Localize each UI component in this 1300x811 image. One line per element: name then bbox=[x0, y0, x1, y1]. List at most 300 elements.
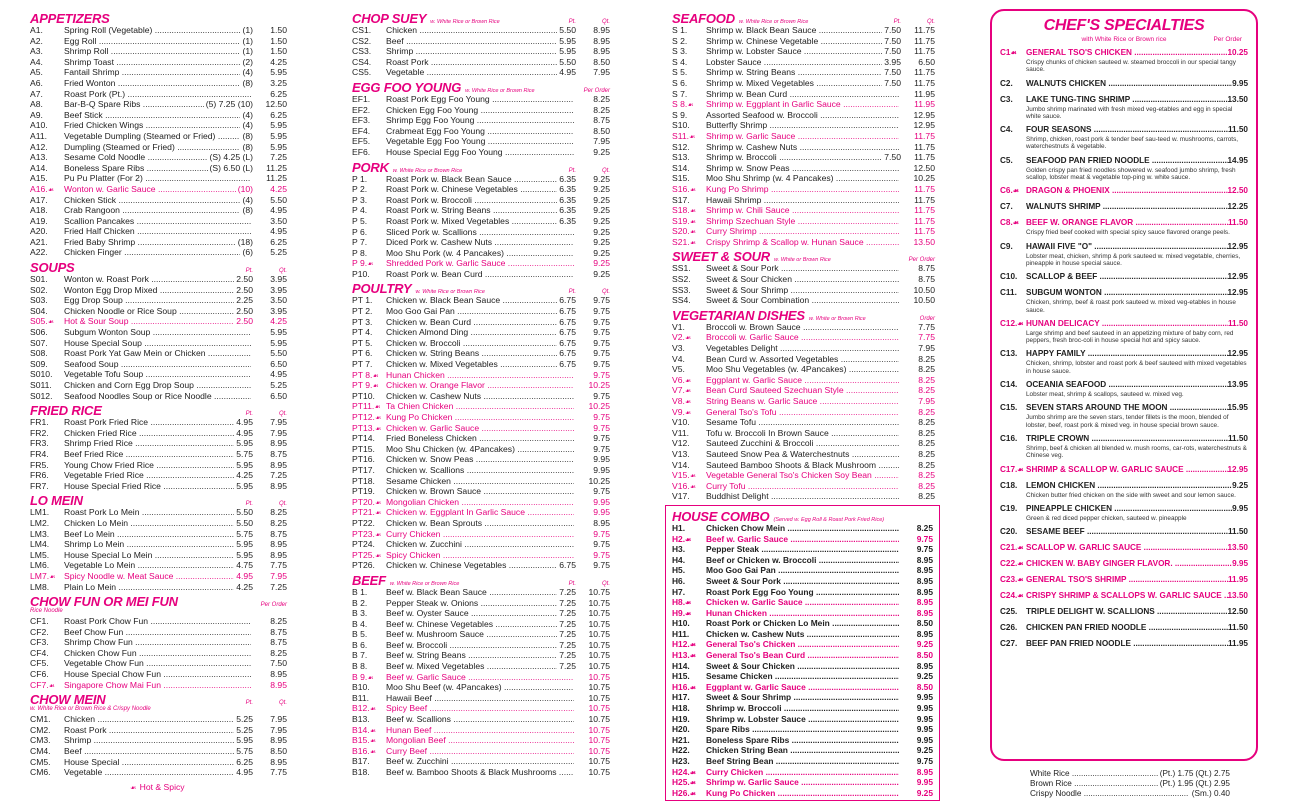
menu-item bbox=[672, 788, 933, 799]
item-price-qt: 10.75 bbox=[588, 586, 610, 597]
menu-item bbox=[352, 476, 610, 487]
item-price-qt: 13.50 bbox=[913, 236, 935, 247]
item-code: FR5. bbox=[30, 459, 49, 470]
item-name: LAKE TUNG-TING SHRIMP ..... bbox=[1026, 95, 1228, 104]
menu-item bbox=[672, 608, 933, 619]
menu-item bbox=[30, 237, 287, 248]
item-name: General Tso's Bean Curd ..... bbox=[706, 650, 899, 661]
menu-item bbox=[30, 274, 287, 285]
menu-item bbox=[30, 582, 287, 593]
menu-item bbox=[672, 523, 933, 534]
item-price-qt: 6.50 bbox=[270, 358, 287, 369]
item-code: CS2. bbox=[352, 35, 372, 46]
menu-item bbox=[30, 539, 287, 550]
item-code bbox=[1000, 186, 1026, 195]
item-code: LM6. bbox=[30, 560, 50, 571]
item-name: Buddhist Delight ..... bbox=[706, 491, 899, 502]
item-name: Beef w. Mixed Vegetables ..... bbox=[386, 661, 557, 672]
item-code-text: V7. bbox=[672, 385, 685, 396]
menu-item bbox=[672, 173, 935, 184]
item-price-qt: 8.25 bbox=[918, 491, 935, 502]
menu-item bbox=[672, 364, 935, 375]
item-price-qt: 10.75 bbox=[588, 767, 610, 777]
item-code: PT 2. bbox=[352, 306, 373, 317]
pepper-icon: ☙ bbox=[369, 727, 376, 735]
pepper-icon: ☙ bbox=[374, 415, 382, 422]
item-price-qt: 10.75 bbox=[588, 608, 610, 619]
item-code bbox=[1000, 202, 1026, 211]
item-code: EF3. bbox=[352, 115, 371, 126]
item-price-pt: 5.50 bbox=[236, 507, 253, 518]
menu-item bbox=[352, 359, 610, 370]
menu-item bbox=[352, 115, 610, 126]
item-name: Ta Chien Chicken ..... bbox=[386, 401, 574, 412]
item-price-pt: 4.95 bbox=[236, 417, 253, 428]
item-price-qt: 10.75 bbox=[588, 692, 610, 703]
item-name: Shrimp w. String Beans ..... bbox=[706, 67, 882, 78]
item-name: White Rice ..... bbox=[1030, 769, 1158, 780]
menu-item bbox=[30, 295, 287, 306]
chef-item bbox=[1000, 156, 1248, 182]
item-price: 13.50 bbox=[1227, 94, 1248, 104]
item-price-qt: 5.95 bbox=[270, 141, 287, 152]
menu-item bbox=[672, 470, 935, 481]
pepper-icon: ☙ bbox=[689, 642, 696, 650]
menu-item bbox=[352, 703, 610, 714]
menu-item bbox=[30, 25, 287, 36]
pepper-icon: ☙ bbox=[687, 102, 694, 110]
menu-item bbox=[30, 327, 287, 338]
item-price-qt: 8.75 bbox=[270, 528, 287, 539]
item-price-pt: 6.75 bbox=[559, 560, 576, 571]
item-name: Mongolian Beef ..... bbox=[386, 735, 574, 746]
item-price-qt: 9.75 bbox=[593, 337, 610, 348]
chef-item-row bbox=[1000, 504, 1248, 515]
chef-item-row bbox=[1000, 242, 1248, 253]
menu-item bbox=[672, 460, 935, 471]
item-price-pt: 7.50 bbox=[884, 67, 901, 78]
item-price-qt: 6.25 bbox=[270, 236, 287, 247]
item-name: Chicken Noodle or Rice Soup ..... bbox=[64, 306, 234, 317]
item-code: CF4. bbox=[30, 647, 49, 658]
item-price-qt: 8.95 bbox=[916, 597, 933, 608]
item-price-qt: 7.75 bbox=[918, 332, 935, 343]
menu-item bbox=[352, 756, 610, 767]
chef-item bbox=[1000, 125, 1248, 151]
section-title: APPETIZERS bbox=[30, 11, 110, 26]
item-price-qt: 9.75 bbox=[916, 756, 933, 766]
item-name: Chicken w. Scallions ..... bbox=[386, 465, 574, 476]
item-price-qt: 4.25 bbox=[270, 56, 287, 67]
item-price-qt: 9.75 bbox=[593, 295, 610, 306]
menu-item bbox=[352, 497, 610, 508]
menu-item bbox=[30, 306, 287, 317]
item-description: Jumbo shrimp marinated with fresh mixed veg-etables and egg in special white sauce. bbox=[1026, 105, 1233, 120]
chef-item bbox=[1000, 380, 1248, 398]
item-name: Curry Shrimp ..... bbox=[706, 226, 899, 237]
menu-item bbox=[352, 465, 610, 476]
pepper-icon: ☙ bbox=[689, 239, 696, 247]
chef-item-row bbox=[1000, 639, 1248, 650]
chef-list bbox=[1000, 48, 1248, 650]
pepper-icon: ☙ bbox=[685, 610, 692, 618]
item-code: PT 4. bbox=[352, 327, 373, 338]
item-name: Chicken ..... bbox=[64, 714, 234, 725]
menu-item bbox=[352, 454, 610, 465]
chef-item bbox=[1000, 591, 1248, 602]
menu-item bbox=[30, 184, 287, 195]
item-name: GENERAL TSO'S SHRIMP ..... bbox=[1026, 575, 1228, 584]
item-price-qt: 10.75 bbox=[588, 703, 610, 714]
menu-item bbox=[672, 544, 933, 555]
item-price-pt: (8) bbox=[242, 141, 253, 152]
item-code-text: LM7. bbox=[30, 570, 50, 581]
item-price-qt: 8.95 bbox=[916, 766, 933, 777]
item-price-pt: (8) bbox=[242, 130, 253, 141]
item-name: General Tso's Tofu ..... bbox=[706, 407, 899, 418]
side-item bbox=[1030, 779, 1230, 789]
item-price-pt: 4.95 bbox=[559, 67, 576, 78]
item-price-qt: 9.75 bbox=[916, 544, 933, 555]
menu-item bbox=[672, 777, 933, 788]
item-name: Vegetable Dumpling (Steamed or Fried) ..... bbox=[64, 131, 240, 142]
item-code: H1. bbox=[672, 522, 686, 533]
item-price-pt: 6.75 bbox=[559, 327, 576, 338]
item-price-pt: 7.25 bbox=[559, 639, 576, 650]
section-header bbox=[30, 403, 287, 417]
item-price-qt: 3.50 bbox=[270, 295, 287, 306]
chef-item-row bbox=[1000, 575, 1248, 586]
item-code: A1. bbox=[30, 25, 43, 35]
menu-item bbox=[672, 597, 933, 608]
item-price: 11.50 bbox=[1227, 433, 1248, 443]
item-name: SCALLOP & BEEF ..... bbox=[1026, 272, 1228, 281]
item-price-pt: 7.50 bbox=[884, 25, 901, 35]
item-code: P 8. bbox=[352, 247, 368, 258]
item-name: Beef w. String Beans ..... bbox=[386, 650, 557, 661]
item-code: CM4. bbox=[30, 746, 51, 757]
item-price-pt: 4.95 bbox=[236, 767, 253, 778]
item-code: A15. bbox=[30, 173, 48, 184]
item-price-qt: 9.25 bbox=[593, 258, 610, 269]
item-name: House Special Chow Fun ..... bbox=[64, 669, 251, 680]
item-price-qt: 5.95 bbox=[270, 120, 287, 131]
col-label-pt: Pt. bbox=[245, 700, 253, 707]
item-name: Diced Pork w. Cashew Nuts ..... bbox=[386, 237, 574, 248]
item-price-pt: 5.95 bbox=[236, 459, 253, 470]
menu-item bbox=[30, 481, 287, 492]
item-name: Vegetable Egg Foo Young ..... bbox=[386, 136, 574, 147]
item-name: Vegetables Delight ..... bbox=[706, 343, 899, 354]
item-price-qt: 9.95 bbox=[916, 724, 933, 735]
item-code: P 5. bbox=[352, 215, 368, 226]
menu-item bbox=[672, 57, 935, 68]
item-name: Mongolian Chicken ..... bbox=[386, 497, 574, 508]
item-name: Brown Rice ..... bbox=[1030, 779, 1158, 790]
item-price-qt: 5.95 bbox=[270, 130, 287, 141]
pepper-icon: ☙ bbox=[369, 738, 376, 746]
item-price-pt: (5) 7.25 (10) bbox=[205, 99, 253, 110]
menu-item bbox=[30, 417, 287, 428]
item-code bbox=[672, 788, 706, 801]
col-label-qt: Qt. bbox=[601, 580, 610, 587]
item-price-pt: 2.50 bbox=[236, 316, 253, 327]
menu-item bbox=[30, 216, 287, 227]
item-price: 11.50 bbox=[1227, 125, 1248, 135]
item-price-qt: 10.75 bbox=[588, 724, 610, 735]
menu-item bbox=[30, 173, 287, 184]
item-code: A20. bbox=[30, 226, 48, 237]
item-code-text: C18. bbox=[1000, 480, 1018, 490]
item-price-qt: 9.75 bbox=[593, 539, 610, 550]
chef-item-row bbox=[1000, 559, 1248, 570]
pepper-icon: ☙ bbox=[374, 425, 382, 433]
item-price: 9.95 bbox=[1232, 503, 1248, 513]
item-price: 12.95 bbox=[1227, 272, 1248, 282]
item-name: Chicken Finger ..... bbox=[64, 247, 240, 258]
item-code bbox=[1000, 481, 1026, 490]
item-code: SS3. bbox=[672, 284, 691, 295]
item-code: A8. bbox=[30, 99, 43, 110]
menu-item bbox=[352, 608, 610, 619]
item-price-qt: 8.25 bbox=[270, 507, 287, 518]
col-label-pt: Pt. bbox=[568, 580, 576, 587]
item-code: CS3. bbox=[352, 46, 372, 57]
item-code-text: P 9. bbox=[352, 258, 368, 269]
menu-item bbox=[352, 195, 610, 206]
item-price-pt: (4) bbox=[242, 67, 253, 78]
item-code: S010. bbox=[30, 369, 53, 380]
item-description: Chicken, shrimp, beef & roast pork sauteed w. mixed veg-etables in house sauce. bbox=[1026, 299, 1236, 314]
menu-item bbox=[672, 131, 935, 142]
item-price-pt: (1) bbox=[242, 46, 253, 57]
item-code-text: C12. bbox=[1000, 318, 1018, 328]
menu-item bbox=[30, 518, 287, 529]
item-price-qt: 9.75 bbox=[593, 306, 610, 317]
item-price-qt: 8.75 bbox=[918, 274, 935, 285]
menu-item bbox=[352, 650, 610, 661]
item-price-qt: 10.25 bbox=[913, 173, 935, 184]
item-code-text: PT20. bbox=[352, 496, 375, 507]
item-price-qt: 8.25 bbox=[918, 427, 935, 438]
menu-item bbox=[672, 756, 933, 767]
item-code-text: H25. bbox=[672, 777, 690, 788]
item-code: A21. bbox=[30, 236, 48, 247]
item-price-pt: 7.25 bbox=[559, 650, 576, 661]
item-name: Moo Shu Shrimp (w. 4 Pancakes) ..... bbox=[706, 173, 899, 184]
item-code bbox=[1000, 349, 1026, 358]
col-label-qt: Per Order bbox=[908, 257, 935, 264]
item-code: FR4. bbox=[30, 448, 49, 459]
item-price: 12.25 bbox=[1227, 202, 1248, 212]
item-code: CM5. bbox=[30, 756, 51, 767]
item-price-pt: 2.50 bbox=[236, 284, 253, 295]
section-title: POULTRY bbox=[352, 281, 412, 297]
item-name: Roast Pork ..... bbox=[386, 57, 557, 68]
pepper-icon: ☙ bbox=[130, 785, 137, 792]
item-name: Butterfly Shrimp ..... bbox=[706, 120, 899, 131]
item-price-qt: 11.25 bbox=[266, 162, 287, 173]
item-name: Shrimp w. Broccoli ..... bbox=[706, 152, 882, 163]
item-name: Beef w. Oyster Sauce ..... bbox=[386, 608, 557, 619]
item-code: H4. bbox=[672, 554, 686, 565]
item-code-text: V2. bbox=[672, 332, 685, 343]
item-code: PT16. bbox=[352, 454, 375, 465]
section-title: CHOW MEIN bbox=[30, 692, 106, 708]
item-price: 11.50 bbox=[1227, 623, 1248, 633]
item-name: Bean Curd Sauteed Szechuan Style ..... bbox=[706, 385, 899, 396]
item-price-qt: 10.75 bbox=[588, 735, 610, 746]
item-code bbox=[1000, 527, 1026, 536]
item-code: H11. bbox=[672, 628, 690, 639]
item-code: PT18. bbox=[352, 475, 375, 486]
item-code: FR2. bbox=[30, 427, 49, 438]
menu-item bbox=[30, 460, 287, 471]
menu-column-2 bbox=[352, 9, 610, 778]
item-name: Beef ..... bbox=[64, 746, 234, 757]
item-price-qt: 7.25 bbox=[270, 581, 287, 592]
item-name: Dumpling (Steamed or Fried) ..... bbox=[64, 142, 240, 153]
menu-item bbox=[352, 269, 610, 280]
item-code-text: C7. bbox=[1000, 202, 1013, 212]
item-price-qt: 8.95 bbox=[270, 669, 287, 680]
item-price-pt: 7.50 bbox=[884, 35, 901, 46]
item-name: Pepper Steak w. Onions ..... bbox=[386, 598, 557, 609]
item-code: A5. bbox=[30, 67, 43, 78]
item-code: A7. bbox=[30, 88, 43, 99]
item-price-qt: 9.75 bbox=[593, 549, 610, 560]
item-name: Shrimp Szechuan Style ..... bbox=[706, 216, 899, 227]
item-price-qt: 6.25 bbox=[270, 109, 287, 120]
item-code: S15. bbox=[672, 173, 690, 184]
item-price-qt: 11.75 bbox=[914, 25, 935, 35]
item-code: B10. bbox=[352, 682, 370, 693]
item-price-qt: 8.25 bbox=[918, 438, 935, 449]
item-code-text: V6. bbox=[672, 374, 685, 385]
item-code-text: C6. bbox=[1000, 186, 1013, 196]
item-price-qt: 9.75 bbox=[916, 533, 933, 544]
pepper-icon: ☙ bbox=[47, 186, 54, 194]
item-name: Kung Po Shrimp ..... bbox=[706, 184, 899, 195]
menu-item bbox=[672, 491, 935, 502]
item-code: P 7. bbox=[352, 237, 368, 248]
item-name: Beef w. Garlic Sauce ..... bbox=[386, 672, 574, 683]
item-name: Chicken Chow Fun ..... bbox=[64, 648, 251, 659]
item-name: Crab Rangoon ..... bbox=[64, 205, 240, 216]
item-price-pt: 5.50 bbox=[559, 25, 576, 35]
item-price-pt: (S) 6.50 (L) bbox=[209, 162, 253, 173]
item-price-qt: 7.95 bbox=[918, 343, 935, 354]
item-name: Chicken w. String Beans ..... bbox=[386, 348, 557, 359]
item-price-qt: 9.75 bbox=[593, 528, 610, 539]
item-price: 14.95 bbox=[1227, 155, 1248, 165]
item-name: Fried Baby Shrimp ..... bbox=[64, 237, 236, 248]
item-price-qt: 10.50 bbox=[913, 295, 935, 306]
item-code: S 1. bbox=[672, 25, 688, 35]
item-price-qt: 9.25 bbox=[593, 247, 610, 258]
menu-item bbox=[672, 481, 935, 492]
item-price-qt: 10.75 bbox=[588, 661, 610, 672]
menu-item bbox=[30, 391, 287, 402]
item-name: Chicken Lo Mein ..... bbox=[64, 518, 234, 529]
item-name: Beef w. Chinese Vegetables ..... bbox=[386, 619, 557, 630]
item-name: Sweet & Sour Chicken ..... bbox=[706, 274, 899, 285]
pepper-icon: ☙ bbox=[689, 133, 696, 141]
item-code: H19. bbox=[672, 713, 690, 724]
item-code bbox=[1000, 125, 1026, 134]
item-code: B 5. bbox=[352, 629, 368, 640]
item-price-qt: 8.95 bbox=[916, 660, 933, 671]
item-code: A3. bbox=[30, 46, 43, 57]
item-price-qt: 9.75 bbox=[593, 486, 610, 497]
menu-item bbox=[672, 184, 935, 195]
item-price-qt: 7.95 bbox=[270, 427, 287, 438]
item-code-text: C4. bbox=[1000, 125, 1013, 135]
item-price-pt: 6.35 bbox=[559, 205, 576, 216]
section-subtitle: w. White or Brown Rice bbox=[808, 315, 866, 322]
item-name: Roast Pork ..... bbox=[64, 725, 234, 736]
menu-item bbox=[352, 306, 610, 317]
item-name: Vegetable ..... bbox=[64, 767, 234, 778]
item-description: Lobster meat, chicken, shrimp & pork sauteed w. mixed vegetable, cherries, pineapple in house special sauce. bbox=[1026, 252, 1241, 267]
item-name: Fried Boneless Chicken ..... bbox=[386, 433, 574, 444]
item-price-qt: 9.95 bbox=[593, 496, 610, 507]
menu-item bbox=[30, 226, 287, 237]
menu-item bbox=[352, 327, 610, 338]
item-price-qt: 10.75 bbox=[588, 682, 610, 693]
item-price-qt: 10.75 bbox=[588, 639, 610, 650]
item-name: Pu Pu Platter (For 2) ..... bbox=[64, 173, 251, 184]
item-code: PT22. bbox=[352, 517, 375, 528]
menu-item bbox=[352, 174, 610, 185]
pepper-icon: ☙ bbox=[689, 790, 696, 798]
item-code: LM5. bbox=[30, 549, 50, 560]
item-code-text: H8. bbox=[672, 597, 686, 608]
menu-item bbox=[352, 205, 610, 216]
item-price-qt: 10.75 bbox=[588, 756, 610, 767]
item-price-qt: 9.75 bbox=[593, 359, 610, 370]
pepper-icon: ☙ bbox=[689, 218, 696, 226]
menu-item bbox=[672, 767, 933, 778]
item-name: Chicken w. Orange Flavor ..... bbox=[386, 380, 574, 391]
menu-item bbox=[352, 105, 610, 116]
item-price-qt: 9.75 bbox=[593, 327, 610, 338]
item-code-text: S20. bbox=[672, 226, 690, 237]
item-code: S 9. bbox=[672, 109, 688, 120]
item-price-pt: 4.95 bbox=[236, 427, 253, 438]
pepper-icon: ☙ bbox=[685, 600, 692, 608]
menu-item bbox=[30, 163, 287, 174]
item-code: S03. bbox=[30, 295, 48, 306]
item-code: CF6. bbox=[30, 669, 49, 680]
item-code: A11. bbox=[30, 130, 48, 141]
item-code: PT26. bbox=[352, 560, 375, 571]
item-code: P 4. bbox=[352, 205, 368, 216]
section-header bbox=[672, 308, 935, 322]
pepper-icon: ☙ bbox=[1017, 466, 1024, 474]
item-name: Shrimp Roll ..... bbox=[64, 46, 240, 57]
item-name: Hawaii Shrimp ..... bbox=[706, 195, 899, 206]
item-name: Wonton Egg Drop Mixed ..... bbox=[64, 285, 234, 296]
menu-item bbox=[30, 438, 287, 449]
item-name: Lobster Sauce ..... bbox=[706, 57, 882, 68]
item-code: H20. bbox=[672, 724, 690, 735]
section-subtitle: w. White Rice or Brown Rice bbox=[392, 167, 463, 174]
item-code bbox=[1000, 272, 1026, 281]
item-price-qt: 7.95 bbox=[270, 714, 287, 725]
item-name: General Tso's Chicken ..... bbox=[706, 639, 899, 650]
item-name: Shrimp Egg Foo Young ..... bbox=[386, 115, 574, 126]
